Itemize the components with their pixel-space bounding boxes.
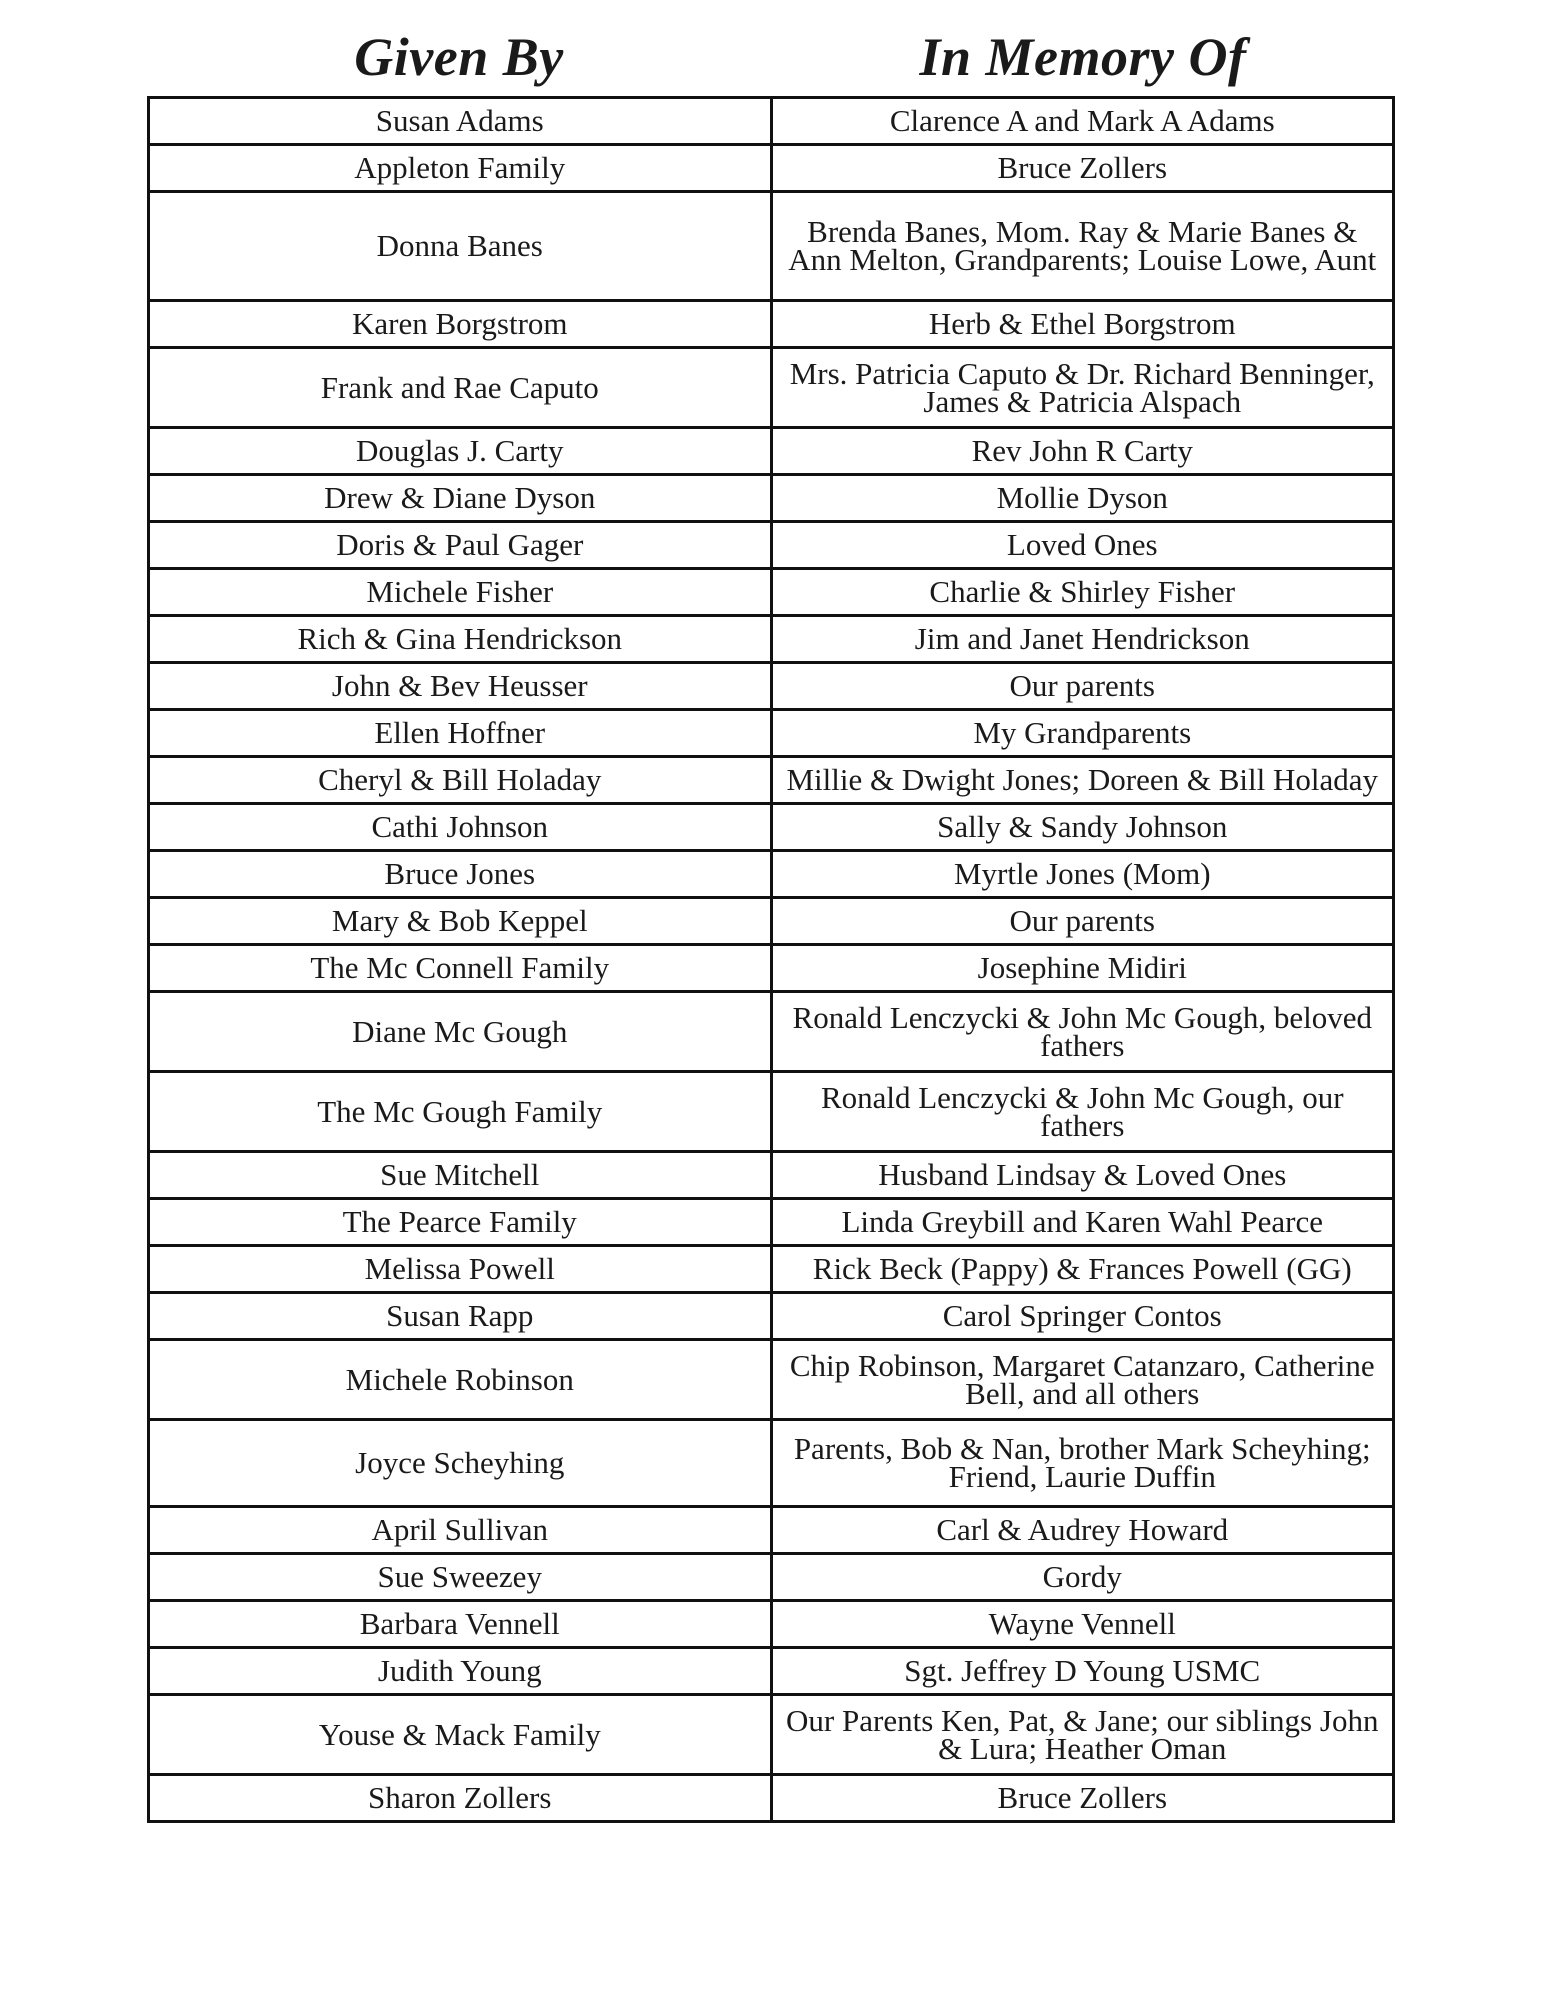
in-memory-of-cell: Our parents	[771, 663, 1394, 710]
given-by-cell: Sue Sweezey	[149, 1554, 772, 1601]
table-row	[149, 945, 1394, 992]
in-memory-of-cell: Our Parents Ken, Pat, & Jane; our siblings John & Lura; Heather Oman	[771, 1695, 1394, 1775]
table-row	[149, 616, 1394, 663]
given-by-cell: Sue Mitchell	[149, 1152, 772, 1199]
table-row	[149, 1554, 1394, 1601]
in-memory-of-cell: My Grandparents	[771, 710, 1394, 757]
in-memory-of-cell: Mollie Dyson	[771, 475, 1394, 522]
given-by-cell: Karen Borgstrom	[149, 301, 772, 348]
table-row	[149, 1340, 1394, 1420]
given-by-cell: Susan Adams	[149, 98, 772, 145]
in-memory-of-cell: Wayne Vennell	[771, 1601, 1394, 1648]
given-by-cell: Frank and Rae Caputo	[149, 348, 772, 428]
in-memory-of-cell: Bruce Zollers	[771, 145, 1394, 192]
in-memory-of-cell: Sally & Sandy Johnson	[771, 804, 1394, 851]
given-by-cell: The Mc Connell Family	[149, 945, 772, 992]
table-row	[149, 1199, 1394, 1246]
table-row	[149, 145, 1394, 192]
in-memory-of-cell: Carol Springer Contos	[771, 1293, 1394, 1340]
table-row	[149, 804, 1394, 851]
in-memory-of-cell: Carl & Audrey Howard	[771, 1507, 1394, 1554]
memorial-table-body	[149, 98, 1394, 1822]
given-by-cell: The Mc Gough Family	[149, 1072, 772, 1152]
given-by-cell: Michele Robinson	[149, 1340, 772, 1420]
given-by-cell: Judith Young	[149, 1648, 772, 1695]
table-row	[149, 1246, 1394, 1293]
table-row	[149, 192, 1394, 301]
given-by-cell: The Pearce Family	[149, 1199, 772, 1246]
table-row	[149, 1152, 1394, 1199]
given-by-cell: Appleton Family	[149, 145, 772, 192]
table-row	[149, 522, 1394, 569]
table-row	[149, 1072, 1394, 1152]
table-row	[149, 710, 1394, 757]
table-row	[149, 1420, 1394, 1507]
given-by-cell: Youse & Mack Family	[149, 1695, 772, 1775]
table-row	[149, 1695, 1394, 1775]
given-by-cell: Donna Banes	[149, 192, 772, 301]
in-memory-of-cell: Linda Greybill and Karen Wahl Pearce	[771, 1199, 1394, 1246]
in-memory-of-cell: Ronald Lenczycki & John Mc Gough, beloved fathers	[771, 992, 1394, 1072]
table-row	[149, 475, 1394, 522]
given-by-cell: John & Bev Heusser	[149, 663, 772, 710]
given-by-cell: Diane Mc Gough	[149, 992, 772, 1072]
given-by-cell: Rich & Gina Hendrickson	[149, 616, 772, 663]
given-by-cell: April Sullivan	[149, 1507, 772, 1554]
given-by-cell: Ellen Hoffner	[149, 710, 772, 757]
table-row	[149, 1601, 1394, 1648]
table-row	[149, 663, 1394, 710]
given-by-cell: Mary & Bob Keppel	[149, 898, 772, 945]
in-memory-of-cell: Our parents	[771, 898, 1394, 945]
in-memory-of-cell: Jim and Janet Hendrickson	[771, 616, 1394, 663]
in-memory-of-cell: Charlie & Shirley Fisher	[771, 569, 1394, 616]
given-by-cell: Melissa Powell	[149, 1246, 772, 1293]
in-memory-of-cell: Myrtle Jones (Mom)	[771, 851, 1394, 898]
table-row	[149, 1507, 1394, 1554]
table-row	[149, 898, 1394, 945]
given-by-cell: Drew & Diane Dyson	[149, 475, 772, 522]
table-row	[149, 98, 1394, 145]
in-memory-of-cell: Bruce Zollers	[771, 1775, 1394, 1822]
table-row	[149, 851, 1394, 898]
in-memory-of-cell: Ronald Lenczycki & John Mc Gough, our fathers	[771, 1072, 1394, 1152]
table-row	[149, 1775, 1394, 1822]
given-by-cell: Doris & Paul Gager	[149, 522, 772, 569]
table-row	[149, 1293, 1394, 1340]
in-memory-of-cell: Gordy	[771, 1554, 1394, 1601]
in-memory-of-cell: Sgt. Jeffrey D Young USMC	[771, 1648, 1394, 1695]
table-row	[149, 992, 1394, 1072]
table-row	[149, 569, 1394, 616]
given-by-cell: Cheryl & Bill Holaday	[149, 757, 772, 804]
in-memory-of-cell: Mrs. Patricia Caputo & Dr. Richard Benninger, James & Patricia Alspach	[771, 348, 1394, 428]
given-by-cell: Joyce Scheyhing	[149, 1420, 772, 1507]
in-memory-of-cell: Parents, Bob & Nan, brother Mark Scheyhing; Friend, Laurie Duffin	[771, 1420, 1394, 1507]
in-memory-of-cell: Josephine Midiri	[771, 945, 1394, 992]
in-memory-of-cell: Husband Lindsay & Loved Ones	[771, 1152, 1394, 1199]
in-memory-of-cell: Millie & Dwight Jones; Doreen & Bill Holaday	[771, 757, 1394, 804]
in-memory-of-cell: Chip Robinson, Margaret Catanzaro, Catherine Bell, and all others	[771, 1340, 1394, 1420]
table-row	[149, 301, 1394, 348]
in-memory-of-cell: Rick Beck (Pappy) & Frances Powell (GG)	[771, 1246, 1394, 1293]
given-by-cell: Susan Rapp	[149, 1293, 772, 1340]
in-memory-of-cell: Clarence A and Mark A Adams	[771, 98, 1394, 145]
given-by-cell: Douglas J. Carty	[149, 428, 772, 475]
in-memory-of-cell: Loved Ones	[771, 522, 1394, 569]
header-given-by: Given By	[354, 27, 564, 87]
given-by-cell: Bruce Jones	[149, 851, 772, 898]
memorial-table	[147, 96, 1395, 1823]
table-row	[149, 428, 1394, 475]
in-memory-of-cell: Herb & Ethel Borgstrom	[771, 301, 1394, 348]
table-row	[149, 348, 1394, 428]
table-row	[149, 757, 1394, 804]
in-memory-of-cell: Brenda Banes, Mom. Ray & Marie Banes & Ann Melton, Grandparents; Louise Lowe, Aunt	[771, 192, 1394, 301]
given-by-cell: Barbara Vennell	[149, 1601, 772, 1648]
column-headers	[147, 18, 1395, 96]
given-by-cell: Michele Fisher	[149, 569, 772, 616]
given-by-cell: Cathi Johnson	[149, 804, 772, 851]
table-row	[149, 1648, 1394, 1695]
in-memory-of-cell: Rev John R Carty	[771, 428, 1394, 475]
given-by-cell: Sharon Zollers	[149, 1775, 772, 1822]
header-in-memory-of: In Memory Of	[919, 27, 1247, 87]
